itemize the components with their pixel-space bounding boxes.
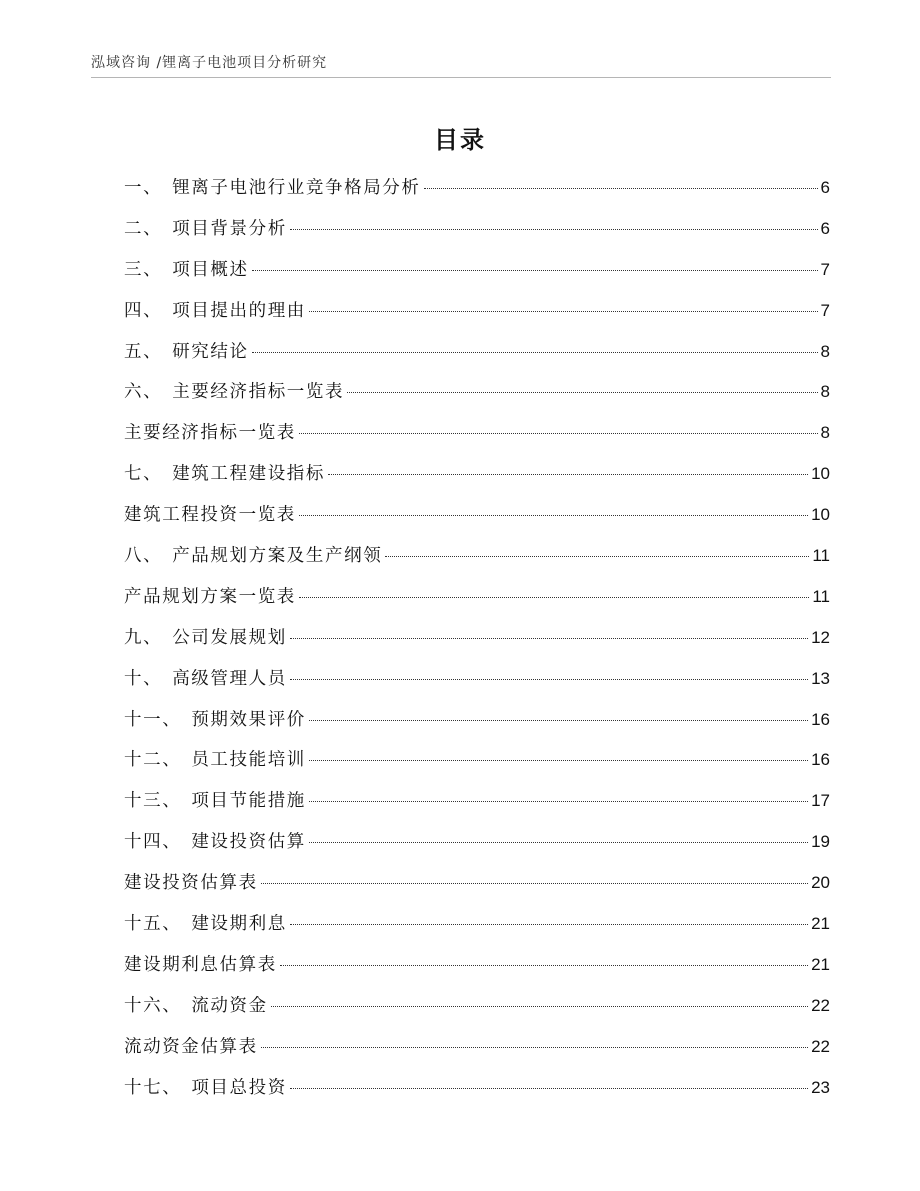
toc-entry-label: [124, 209, 287, 250]
toc-entry-label: [124, 618, 287, 659]
toc-entry[interactable]: [124, 659, 830, 700]
toc-entry-number: 十七、: [124, 1077, 182, 1098]
toc-entry-page: 8: [820, 423, 830, 443]
toc-entry-label: [124, 1068, 287, 1109]
toc-entry-number: 十三、: [124, 791, 182, 812]
toc-entry-number: 三、: [124, 259, 163, 280]
dot-leader: [309, 311, 818, 312]
toc-entry-page: 21: [811, 914, 830, 934]
toc-entry[interactable]: [124, 1068, 830, 1109]
toc-entry-number: 二、: [124, 218, 163, 239]
toc-entry-text: 研究结论: [172, 341, 249, 362]
toc-entry-number: 五、: [124, 341, 163, 362]
toc-entry-text: 建设投资估算表: [124, 873, 258, 894]
dot-leader: [299, 433, 818, 434]
toc-entry-text: 产品规划方案及生产纲领: [172, 546, 383, 567]
dot-leader: [280, 965, 808, 966]
toc-entry-page: 19: [811, 832, 830, 852]
toc-entry-number: 六、: [124, 382, 163, 403]
toc-entry-page: 6: [820, 178, 830, 197]
toc-entry-page: 11: [812, 586, 830, 606]
toc-entry[interactable]: [124, 986, 830, 1027]
toc-entry[interactable]: [124, 168, 830, 209]
toc-entry-text: 项目概述: [172, 259, 249, 280]
toc-entry-label: [124, 945, 277, 986]
dot-leader: [299, 597, 809, 598]
toc-title: 目录: [434, 126, 486, 154]
toc-entry-page: 17: [811, 791, 830, 811]
dot-leader: [290, 679, 808, 680]
toc-entry-label: [124, 700, 306, 741]
toc-entry[interactable]: [124, 700, 830, 741]
toc-entry-text: 流动资金估算表: [124, 1036, 258, 1057]
dot-leader: [347, 392, 817, 393]
toc-entry-text: 项目背景分析: [172, 218, 287, 239]
toc-entry-text: 建筑工程投资一览表: [124, 505, 296, 526]
toc-entry-label: [124, 1027, 258, 1068]
dot-leader: [261, 883, 808, 884]
toc-entry-text: 高级管理人员: [172, 668, 287, 689]
dot-leader: [309, 801, 808, 802]
toc-entry-number: 八、: [124, 546, 163, 567]
toc-entry-label: [124, 577, 296, 618]
toc-entry-label: [124, 168, 421, 209]
toc-entry-label: [124, 904, 287, 945]
toc-entry-text: 建设投资估算: [191, 832, 306, 853]
toc-entry[interactable]: [124, 413, 830, 454]
toc-entry[interactable]: [124, 250, 830, 291]
toc-entry-page: 7: [820, 300, 830, 320]
toc-entry-page: 13: [811, 668, 830, 688]
toc-entry-page: 16: [811, 709, 830, 729]
toc-entry-label: [124, 291, 306, 332]
toc-entry-number: 十四、: [124, 832, 182, 853]
toc-entry-text: 项目节能措施: [191, 791, 306, 812]
toc-entry-label: [124, 822, 306, 863]
toc-entry-text: 主要经济指标一览表: [124, 423, 296, 444]
dot-leader: [385, 556, 809, 557]
toc-entry-page: 22: [811, 995, 830, 1015]
toc-entry-page: 23: [811, 1077, 830, 1097]
toc-entry-label: [124, 413, 296, 454]
toc-entry-number: 九、: [124, 627, 163, 648]
toc-entry[interactable]: [124, 781, 830, 822]
toc-entry-number: 四、: [124, 300, 163, 321]
toc-entry-label: [124, 495, 296, 536]
toc-entry-text: 项目提出的理由: [172, 300, 306, 321]
toc-entry[interactable]: [124, 904, 830, 945]
toc-entry-label: [124, 986, 268, 1027]
toc-entry-number: 十、: [124, 668, 163, 689]
toc-entry-text: 建筑工程建设指标: [172, 464, 326, 485]
running-header: 泓域咨询 /锂离子电池项目分析研究: [91, 55, 328, 71]
toc-entry-text: 主要经济指标一览表: [172, 382, 345, 403]
toc-entry-page: 10: [811, 464, 830, 484]
dot-leader: [290, 638, 808, 639]
toc-entry-number: 十二、: [124, 750, 182, 771]
dot-leader: [328, 474, 808, 475]
toc-entry-label: [124, 454, 325, 495]
toc-entry-text: 产品规划方案一览表: [124, 586, 296, 607]
toc-entry-page: 11: [812, 546, 830, 566]
toc-entry[interactable]: [124, 1027, 830, 1068]
toc-entry-label: [124, 332, 249, 373]
toc-entry-number: 十一、: [124, 709, 182, 730]
toc-entry-page: 8: [820, 341, 830, 361]
toc-entry-number: 一、: [124, 178, 163, 198]
toc-entry-text: 建设期利息: [191, 914, 287, 935]
toc-entry-label: [124, 863, 258, 904]
toc-entry-number: 七、: [124, 464, 163, 485]
toc-entry-page: 6: [820, 218, 830, 238]
toc-entry-page: 20: [811, 873, 830, 893]
toc-entry[interactable]: [124, 209, 830, 250]
toc-entry[interactable]: [124, 577, 830, 618]
dot-leader: [309, 720, 808, 721]
dot-leader: [309, 842, 808, 843]
dot-leader: [261, 1047, 808, 1048]
toc-entry-page: 7: [820, 259, 830, 279]
toc-entry-label: [124, 781, 306, 822]
toc-entry-number: 十五、: [124, 914, 182, 935]
toc-entry[interactable]: [124, 372, 830, 413]
dot-leader: [299, 515, 808, 516]
dot-leader: [424, 188, 818, 189]
toc-entry-label: [124, 659, 287, 700]
toc-entry-text: 锂离子电池行业竞争格局分析: [172, 178, 421, 198]
toc-entry-label: [124, 740, 306, 781]
toc-entry[interactable]: [124, 945, 830, 986]
toc-entry-text: 员工技能培训: [191, 750, 306, 771]
toc-entry-text: 项目总投资: [191, 1077, 287, 1098]
toc-entry-text: 建设期利息估算表: [124, 954, 277, 975]
toc-entry-number: 十六、: [124, 995, 182, 1016]
dot-leader: [290, 924, 808, 925]
dot-leader: [290, 229, 818, 230]
toc-entry[interactable]: [124, 740, 830, 781]
toc-entry-label: [124, 536, 382, 577]
toc-entry[interactable]: [124, 618, 830, 659]
toc-entry-label: [124, 372, 344, 413]
toc-entry-label: [124, 250, 249, 291]
dot-leader: [252, 352, 818, 353]
dot-leader: [290, 1088, 808, 1089]
toc-entry-text: 预期效果评价: [191, 709, 306, 730]
toc-entry-text: 流动资金: [191, 995, 268, 1016]
toc-entry-page: 8: [820, 382, 830, 402]
dot-leader: [252, 270, 818, 271]
toc-entry-text: 公司发展规划: [172, 627, 287, 648]
toc-entry[interactable]: [124, 536, 830, 577]
toc-entry[interactable]: [124, 291, 830, 332]
toc-entry[interactable]: [124, 495, 830, 536]
dot-leader: [271, 1006, 808, 1007]
toc-entry[interactable]: [124, 863, 830, 904]
toc-entry-page: 21: [811, 954, 830, 974]
table-of-contents: [124, 168, 830, 1108]
toc-entry-page: 16: [811, 750, 830, 770]
header-rule: [91, 77, 831, 78]
toc-entry[interactable]: [124, 332, 830, 373]
toc-entry-page: 10: [811, 505, 830, 525]
dot-leader: [309, 760, 808, 761]
toc-entry[interactable]: [124, 822, 830, 863]
toc-entry[interactable]: [124, 454, 830, 495]
toc-entry-page: 22: [811, 1036, 830, 1056]
toc-entry-page: 12: [811, 627, 830, 647]
